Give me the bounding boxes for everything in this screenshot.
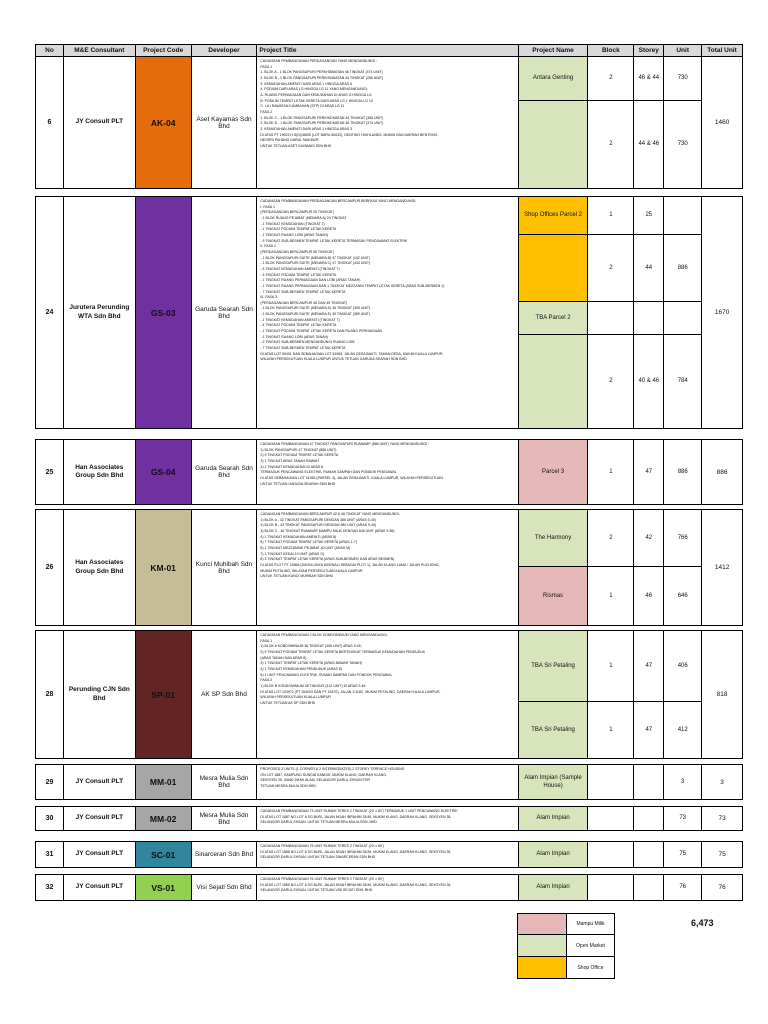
project-title-line: - 1 TINGKAT RUANG LOBI (ARAS TANAH) <box>260 232 329 237</box>
project-name-column <box>519 842 589 867</box>
project-title-line: II. FASA 2 <box>260 244 276 249</box>
table-row <box>35 439 743 505</box>
total-unit: 886 <box>716 468 728 476</box>
project-title-line: - 5 TINGKAT PODIUM TEMPAT LETAK KERETA <box>260 272 337 277</box>
project-title-line: UNTUK TETUAN KUNCI MUHIBAH SDN BHD <box>260 574 334 579</box>
project-title-line: A. RUANG PERNIAGAAN DAN KEMUDAHAN DI ARAS G HINGGA LG <box>260 92 372 97</box>
block-count <box>588 842 633 867</box>
project-title-line: DI ATAS LOT 1887 NO.LOT 6 SG BURI, JALAN NGAH IBRAHIM 33/49, MUKIM KLANG, DAERAH KLANG, SEKSYEN 35, <box>260 814 452 819</box>
project-title-line: WILAYAH PERSEKUTUAN KUALA LUMPUR <box>260 695 331 700</box>
project-title-line: - 1 TINGKAT RUANG PERNIAGAAN DAN 1 TINGKAT MEZZANIN TEMPAT LETAK KERETA (ARAS SUB-BESMEN 1) <box>260 283 445 288</box>
project-title-line: - 1 BLOK PANGSAPURI SUITE (MENARA E) 39 TINGKAT (389 UNIT) <box>260 312 371 317</box>
legend-label: Shop Office <box>577 964 604 971</box>
project-title-line: SELANGOR DARUL EHSAN. UNTUK TETUAN SINARCERAN SDN BHD <box>260 855 376 860</box>
block-count-column <box>588 842 634 867</box>
project-title-line: 4) 1 TINGKAT KEMUDAHAN DI ARAS 8 <box>260 464 324 469</box>
project-title-line: CADANGAN PEMBANGUNAN 76 UNIT RUMAH TERES 2 TINGKAT (20' x 80') <box>260 877 384 881</box>
legend-item <box>517 913 615 935</box>
project-title-line: (PERDAGANGAN BERCAMPUR 48 DAN 49 TINGKAT) <box>260 300 348 305</box>
project-name-column <box>519 765 589 799</box>
project-name: Rismas <box>519 567 588 625</box>
project-title-line: FASA 2 <box>260 678 273 683</box>
unit-count: 75 <box>679 851 687 858</box>
project-name: Antara Genting <box>519 57 588 101</box>
legend-swatch <box>518 914 567 934</box>
project-title-line: 5) 7 TINGKAT PODIUM TEMPAT LETAK KERETA (ARAS 1-7) <box>260 540 357 545</box>
project-title <box>257 197 518 428</box>
developer-name: Visi Sejati Sdn Bhd <box>192 875 258 900</box>
row-number: 26 <box>36 510 64 625</box>
developer-name: Kunci Muhibah Sdn Bhd <box>192 510 258 625</box>
block-count-column <box>588 875 634 900</box>
project-name: TBA Sri Petaling <box>519 702 588 758</box>
project-title-line: - 1 BLOK PANGSAPURI SUITE (MENARA B) 47 TINGKAT (442 UNIT) <box>260 255 371 260</box>
project-title-line: 1. BLOK A - 1 BLOK PANGSAPURI PERKHIDMATAN 46 TINGKAT (474 UNIT) <box>260 70 383 75</box>
project-title-line: CADANGAN PEMBANGUNAN PERDAGANGAN BERCAMPUR BERFASA YANG MENGANDUNGI; <box>260 199 417 203</box>
consultant-name: Han Associates Group Sdn Bhd <box>64 510 136 625</box>
project-title-line: - 5 TINGKAT KEMUDAHAN AMENITI (TINGKAT 7) <box>260 266 340 271</box>
project-name-column <box>519 510 589 625</box>
project-title-line: 2. BLOK D - 1 BLOK PANGSAPURI PERKHIDMATAN 46 TINGKAT (374 UNIT) <box>260 121 384 126</box>
unit-count: 73 <box>679 815 687 822</box>
legend-swatch <box>518 957 567 978</box>
header-no: No <box>36 45 64 56</box>
block-count <box>588 302 633 335</box>
project-title-line: SELANGOR DARUL EHSAN. UNTUK TETUAN VISI SEJATI SDN. BHD. <box>260 888 374 893</box>
unit-count-column <box>664 510 702 625</box>
header-unit: Unit <box>664 45 702 56</box>
storey-count: 47 <box>645 468 653 475</box>
storey-count-column <box>634 440 664 504</box>
project-title-line: 4. PODIUM DARI ARAS LG HINGGA LG 11 YANG MENGANDUNGI; <box>260 87 368 92</box>
project-code: VS-01 <box>136 875 192 900</box>
project-title-line: - 1 BLOK PANGSAPURI SUITE (MENARA C) 47 TINGKAT (444 UNIT) <box>260 261 371 266</box>
storey-count: 25 <box>634 197 663 235</box>
project-title-line: TERMASUK PENCAWANG ELEKTRIK, RUMAH SAMPAH DAN PONDOK PENGAWAL <box>260 470 397 475</box>
total-unit: 1670 <box>714 309 730 316</box>
header-storey: Storey <box>634 45 664 56</box>
project-name <box>519 101 588 188</box>
table-row <box>35 56 743 189</box>
project-name: TBA Sri Petaling <box>519 631 588 702</box>
developer-name: AK SP Sdn Bhd <box>192 631 258 758</box>
project-title-line: - 7 TINGKAT SUB-BESMEN TEMPAT LETAK KERETA <box>260 289 346 294</box>
legend <box>517 913 615 979</box>
unit-count: 886 <box>677 468 688 475</box>
storey-count <box>634 842 663 867</box>
project-title-line: 7) 1 TINGKAT KEDAI 10 UNIT (ARAS G) <box>260 551 325 556</box>
unit-count <box>664 197 701 235</box>
project-title-line: 5) 1 UNIT PENCAWANG ELEKTRIK, RUMAH SAMPAH DAN PONDOK PENGAWAL <box>260 672 393 677</box>
developer-name: Aset Kayamas Sdn Bhd <box>192 57 258 188</box>
developer-name: Mesra Mulia Sdn Bhd <box>192 807 258 830</box>
storey-count: 46 <box>645 592 653 599</box>
block-count: 2 <box>609 141 613 148</box>
total-unit: 1412 <box>714 564 730 571</box>
project-title-line: - 1 TINGKAT RUANG PERNIAGAAN DAN LOBI (ARAS TANAH) <box>260 278 361 283</box>
unit-count: 784 <box>677 378 688 385</box>
project-name: Parcel 3 <box>519 440 588 504</box>
consultant-name: JY Consult PLT <box>64 807 136 830</box>
project-title-line: III. FASA 3 <box>260 295 277 300</box>
project-title <box>257 765 518 799</box>
legend-swatch <box>518 935 567 956</box>
project-title-line: 6) 1 TINGKAT MEZZANINE PEJABAT 40 UNIT (ARAS M) <box>260 545 351 550</box>
project-name-column <box>519 440 589 504</box>
project-title <box>257 57 518 188</box>
unit-count-column <box>664 807 702 830</box>
project-title-line: - 1 BLOK PANGSAPURI SUITE (MENARA D) 46 TINGKAT (395 UNIT) <box>260 306 371 311</box>
unit-count: 766 <box>664 510 701 567</box>
block-count-column <box>588 440 634 504</box>
project-code: SC-01 <box>136 842 192 867</box>
project-title-line: 3) 1 TINGKAT ARAS TANAH RAWAH <box>260 458 319 463</box>
table-row <box>35 841 743 868</box>
block-count: 1 <box>609 592 613 599</box>
storey-count-column <box>634 57 664 188</box>
project-title-line: 4) 1 TINGKAT KEMUDAHAN AMENITI (ARAS 8) <box>260 534 337 539</box>
block-count-column <box>588 807 634 830</box>
unit-count-column <box>664 57 702 188</box>
total-unit: 3 <box>720 778 724 786</box>
project-title-line: UNTUK TETUAN GARUDA SEARAH SDN BHD <box>260 481 336 486</box>
block-count: 2 <box>588 57 633 101</box>
storey-count: 47 <box>634 631 663 702</box>
project-title-line: C. LILI RAWATAN KUMBAHAN (STP) DI ARAS LG 11 <box>260 104 345 109</box>
storey-count-column <box>634 765 664 799</box>
project-title-line: (PERDAGANGAN BERCAMPUR 25 TINGKAT) <box>260 210 334 215</box>
storey-count-column <box>634 807 664 830</box>
project-title-line: 2. BLOK B - 1 BLOK PANGSAPURI PERKHIDMATAN 44 TINGKAT (256 UNIT) <box>260 75 384 80</box>
project-code: AK-04 <box>136 57 192 188</box>
row-number: 6 <box>36 57 64 188</box>
project-title-line: - 1 TINGKAT KEMUDAHAN (TINGKAT 2) <box>260 221 325 226</box>
consultant-name: JY Consult PLT <box>64 842 136 867</box>
storey-count-column <box>634 842 664 867</box>
developer-name: Mesra Mulia Sdn Bhd <box>192 765 258 799</box>
header-title: Project Title <box>257 45 518 56</box>
project-title-line: FASA 1 <box>260 638 273 643</box>
project-title-line: I. FASA 1 <box>260 204 275 209</box>
project-name-column <box>519 807 589 830</box>
project-title <box>257 875 518 900</box>
header-code: Project Code <box>136 45 192 56</box>
unit-count: 646 <box>677 592 688 599</box>
block-count-column <box>588 631 634 758</box>
block-count: 1 <box>609 726 613 733</box>
project-title-line: 1. BLOK C - 1 BLOK PANGSAPURI PERKHIDMATAN 44 TINGKAT (356 UNIT) <box>260 115 384 120</box>
unit-count-column <box>664 440 702 504</box>
project-title <box>257 807 518 830</box>
project-title-line: - 1 TINGKAT PODIUM TEMPAT LETAK KERETA DAN RUANG PERNIAGAAN <box>260 329 382 334</box>
row-number: 24 <box>36 197 64 428</box>
project-name: Alam Impian <box>519 807 588 830</box>
project-title-line: SELANGOR DARUL EHSAN. UNTUK TETUAN MESRA MULIA SDN. BHD. <box>260 820 378 825</box>
project-title-line: 8) 3 TINGKAT TEMPAT LETAK KERETA (ARAS SUB-BESMEN DAN ARAS BESMEN) <box>260 557 395 562</box>
row-number: 31 <box>36 842 64 867</box>
row-number: 30 <box>36 807 64 830</box>
table-row <box>35 630 743 759</box>
project-title-line: 2) BLOK B - 42 TINGKAT PANGSAPURI DENGAN 380 UNIT (ARAS 9-40) <box>260 523 377 528</box>
project-title-line: 1) BLOK PANGSAPURI 47 TINGKAT (886 UNIT) <box>260 447 337 452</box>
project-name: TBA Parcel 2 <box>519 302 588 335</box>
project-title-line: B. PODIUM TEMPAT LETAK KERETA DARI ARAS LG 1 HINGGA LG 10 <box>260 98 373 103</box>
header-developer: Developer <box>192 45 258 56</box>
project-title-line: TETUAN MESRA MULIA SDN BHD. <box>260 783 317 788</box>
storey-count: 40 & 46 <box>638 378 660 385</box>
project-title-line: FASA 1 <box>260 64 273 69</box>
project-title-line: 1) BLOK B KONDOMINIUM 38 TINGKAT (412 UNIT) DI ARAS 9-46 <box>260 683 366 688</box>
project-title-line: UNTUK TETUAN ASET KAYAMAS SDN BHD <box>260 143 332 148</box>
legend-item <box>517 935 615 957</box>
project-name-column <box>519 875 589 900</box>
project-name: Alam Impian <box>519 875 588 900</box>
project-title-line: - 1 TINGKAT RUANG LOBI (ARAS TANAH) <box>260 334 329 339</box>
table-row <box>35 764 743 800</box>
project-title-line: MUKIM PETALING, WILAYAH PERSEKUTUAN KUALA LUMPUR <box>260 568 363 573</box>
total-unit: 75 <box>718 851 726 858</box>
legend-label: Open Market <box>576 942 605 949</box>
unit-count: 3 <box>681 778 685 785</box>
block-count <box>588 807 633 830</box>
block-count <box>588 765 633 799</box>
block-count-column <box>588 197 634 428</box>
block-count: 2 <box>609 378 613 385</box>
project-name: The Harmony <box>519 510 588 567</box>
project-title-line: CADANGAN PEMBANGUNAN BERCAMPUR 42 & 46 TINGKAT YANG MENGANDUNGI; <box>260 512 400 516</box>
consultant-name: JY Consult PLT <box>64 875 136 900</box>
total-unit: 1460 <box>714 119 730 126</box>
table-row <box>35 806 743 831</box>
block-count: 2 <box>588 235 633 302</box>
project-title <box>257 440 518 504</box>
total-unit: 76 <box>718 884 726 891</box>
storey-count-column <box>634 631 664 758</box>
project-title-line: 3) 1 TINGKAT TEMPAT LETAK KERETA (ARAS BAWAH TANAH) <box>260 661 362 666</box>
unit-count: 76 <box>679 884 687 891</box>
project-title <box>257 631 518 758</box>
storey-count: 44 <box>634 235 663 302</box>
project-title-line: - 1 TINGKAT KEMUDAHAN AMENITI (TINGKAT 7) <box>260 317 340 322</box>
project-code: SP-01 <box>136 631 192 758</box>
project-name: Alam Impian <box>519 842 588 867</box>
developer-name: Garuda Searah Sdn Bhd <box>192 440 258 504</box>
project-title-line: ON LOT 1887, KAMPUNG SUNGAI KANDIS, MUKIM KLANG, DAERAH KLANG, <box>260 772 387 777</box>
block-count <box>588 875 633 900</box>
total-unit: 73 <box>718 815 726 822</box>
storey-count-column <box>634 510 664 625</box>
block-count: 1 <box>588 631 633 702</box>
storey-count-column <box>634 197 664 428</box>
project-title-line: 3) BLOK C - 46 TINGKAT RUMAWIP MAMPU MILIK DENGAN 646 UNIT (ARAS 9-56) <box>260 528 395 533</box>
block-count-column <box>588 765 634 799</box>
project-title-line: PROPOSED 3 UNITS (1 CORNER & 2 INTERMEDIATES) 2 STOREY TERRACE HOUSING <box>260 767 405 771</box>
project-name-column <box>519 631 589 758</box>
project-title-line: DI ATAS PLOT PT 15568 (DAHULUNYA DIKENALI SEBAGAI PLOT 1), JALAN KLANG LAMA / JALAN PUCHONG, <box>260 562 440 567</box>
unit-count: 412 <box>677 726 688 733</box>
total-unit: 818 <box>716 691 728 698</box>
project-title-line: DI ATAS LOT 59401 DAN SEBAHAGIAN LOT 51963, JALAN DESA BAKTI, TAMAN DESA, MUKIM KUALA LUMPUR, <box>260 351 444 356</box>
consultant-name: Jurutera Perunding WTA Sdn Bhd <box>64 197 136 428</box>
consultant-name: JY Consult PLT <box>64 57 136 188</box>
storey-count-column <box>634 875 664 900</box>
developer-name: Sinarceran Sdn Bhd <box>192 842 258 867</box>
table-row <box>35 196 743 429</box>
project-title-line: NEGERI PAHANG DARUL MAKMUR <box>260 138 319 143</box>
project-code: GS-04 <box>136 440 192 504</box>
project-title-line: (PERDAGANGAN BERCAMPUR 56 TINGKAT) <box>260 249 334 254</box>
project-code: KM-01 <box>136 510 192 625</box>
project-code: GS-03 <box>136 197 192 428</box>
project-title-line: SEKSYEN 35, 40460 SHAH ALAM, SELANGOR DARUL EHSAN FOR <box>260 778 370 783</box>
consultant-name: Perunding CJN Sdn Bhd <box>64 631 136 758</box>
project-title-line: UNTUK TETUAN AK SP SDN BHD <box>260 700 316 705</box>
project-title-line: CADANGAN PEMBANGUNAN 73 UNIT RUMAH TERES 2 TINGKAT (20' x 80') TERMASUK 1 UNIT PENCAWANG ELEKTRIK <box>260 809 458 813</box>
project-title-line: 2) 9 TINGKAT PODIUM TEMPAT LETAK KERETA <box>260 453 339 458</box>
row-number: 32 <box>36 875 64 900</box>
header-consultant: M&E Consultant <box>64 45 136 56</box>
unit-count-column <box>664 765 702 799</box>
storey-count: 42 <box>634 510 663 567</box>
block-count-column <box>588 57 634 188</box>
project-title-line: 2) 9 TINGKAT PODIUM TEMPAT LETAK KERETA BERTINGKAT TERMASUK KEMUDAHAN PENDUDUK <box>260 649 426 654</box>
header-name: Project Name <box>519 45 589 56</box>
project-title-line: 3. KEMUDAHAN AMENITI DARI ARAS 1 HINGGA ARAS 3 <box>260 126 353 131</box>
unit-count: 730 <box>677 141 688 148</box>
storey-count <box>634 807 663 830</box>
project-title-line: 1) BLOK A - 42 TINGKAT PANGSAPURI DENGAN 386 UNIT (ARAS 9-40) <box>260 517 376 522</box>
project-title-line: - 4 TINGKAT PODIUM TEMPAT LETAK KERETA <box>260 323 337 328</box>
storey-count <box>634 302 663 335</box>
unit-count-column <box>664 197 702 428</box>
block-count: 2 <box>588 510 633 567</box>
project-code: MM-02 <box>136 807 192 830</box>
developer-name: Garuda Searah Sdn Bhd <box>192 197 258 428</box>
project-title-line: 1) BLOK A KONDOMINIUM 36 TINGKAT (406 UNIT) ARAS 9-46, <box>260 644 362 649</box>
consultant-name: JY Consult PLT <box>64 765 136 799</box>
project-title-line: DI ATAS SEBAHAGIAN LOT 51963 (PARSEL 3), JALAN DESA BAKTI, KUALA LUMPUR, WILAYAH PERSEKUTUAN <box>260 475 443 480</box>
project-title-line: - 9 TINGKAT SUB-BESMEN TEMPAT LETAK KERETA TERMASUK PENCAWANG ELEKTRIK <box>260 238 408 243</box>
row-number: 25 <box>36 440 64 504</box>
project-name: Alam Impian (Sample House) <box>519 765 588 799</box>
project-code: MM-01 <box>136 765 192 799</box>
storey-count: 44 & 46 <box>638 141 660 148</box>
project-name-column <box>519 57 589 188</box>
header-total: Total Unit <box>707 47 737 54</box>
project-title-line: DI ATAS LOT 1889 NO.LOT 6 SG BURI, JALAN NGAH IBRAHIM 33/49, MUKIM KLANG, DAERAH KLANG, SEKSYEN 35, <box>260 882 452 887</box>
consultant-name: Han Associates Group Sdn Bhd <box>64 440 136 504</box>
unit-count-column <box>664 631 702 758</box>
project-title <box>257 842 518 867</box>
table-row <box>35 874 743 901</box>
project-title-line: - 1 BLOK RUANG PEJABAT (MENARA A) 24 TINGKAT <box>260 215 347 220</box>
project-title-line: - 1 TINGKAT PODIUM TEMPAT LETAK KERETA <box>260 227 337 232</box>
project-title-line: 3. KEMUDAHAN AMENITI DARI ARAS 1 HINGGA ARAS 6 <box>260 81 353 86</box>
block-count: 1 <box>609 468 613 475</box>
block-count-column <box>588 510 634 625</box>
legend-label: Mampu Milik <box>576 921 605 927</box>
project-title <box>257 510 518 625</box>
header-block: Block <box>588 45 634 56</box>
grand-total: 6,473 <box>691 918 714 928</box>
project-title-line: DI ATAS PT 19923 H.S(D)18835 (LOT BARU 60032), GENTING HIGHLANDS, MUKIM DAN DAERAH BENTONG, <box>260 132 439 137</box>
project-title-line: CADANGAN PEMBANGUNAN 2 BLOK KONDOMINIUM YANG MENGANDUNGI, <box>260 633 388 637</box>
block-count: 1 <box>588 197 633 235</box>
unit-count: 406 <box>664 631 701 702</box>
storey-count <box>634 765 663 799</box>
project-title-line: CADANGAN PEMBANGUNAN 47 TINGKAT PANGSAPURI RUMAWIP (886 UNIT) YANG MENGANDUNGI : <box>260 442 430 446</box>
table-row <box>35 509 743 626</box>
unit-count: 730 <box>664 57 701 101</box>
unit-count <box>664 302 701 335</box>
project-title-line: DI ATAS LOT 1888 NO.LOT 6 SG BURI, JALAN NGAH IBRAHIM 33/49, MUKIM KLANG, DAERAH KLANG, SEKSYEN 35, <box>260 849 452 854</box>
project-title-line: (ARAS TANAH DAN ARAS 8) <box>260 655 307 660</box>
storey-count <box>634 875 663 900</box>
row-number: 29 <box>36 765 64 799</box>
legend-item <box>517 957 615 979</box>
project-title-line: - 2 TINGKAT SUB-BESMEN MENGANDUNGI RUANG LOBI <box>260 340 355 345</box>
project-title-line: WILAYAH PERSEKUTUAN KUALA LUMPUR UNTUK TETUAN GARUDA SEARAH SDN BHD <box>260 357 407 362</box>
project-title-line: DI ATAS LOT 103972 (PT 154003 DAN PT 15470), JALAN 1/118C, MUKIM PETALING, DAERAH KUALA LUMPUR, <box>260 689 441 694</box>
project-name-column <box>519 197 589 428</box>
project-title-line: 4) 1 TINGKAT KEMUDAHAN PENDUDUK (ARAS 8) <box>260 666 342 671</box>
storey-count: 46 & 44 <box>634 57 663 101</box>
row-number: 28 <box>36 631 64 758</box>
unit-count-column <box>664 842 702 867</box>
project-title-line: FASA 2 <box>260 109 273 114</box>
project-name: Shop Offices Parcel 2 <box>519 197 588 235</box>
project-title-line: CADANGAN PEMBANGUNAN 75 UNIT RUMAH TERES 2 TINGKAT (20' x 80') <box>260 844 384 848</box>
project-title-line: CADANGAN PEMBANGUNAN PERDAGANGAN YANG MENGANDUNGI : <box>260 59 377 63</box>
project-name <box>519 235 588 302</box>
storey-count: 47 <box>645 726 653 733</box>
project-name <box>519 335 588 428</box>
unit-count: 886 <box>664 235 701 302</box>
project-title-line: - 7 TINGKAT SUB-BESMEN TEMPAT LETAK KERETA <box>260 346 346 351</box>
unit-count-column <box>664 875 702 900</box>
